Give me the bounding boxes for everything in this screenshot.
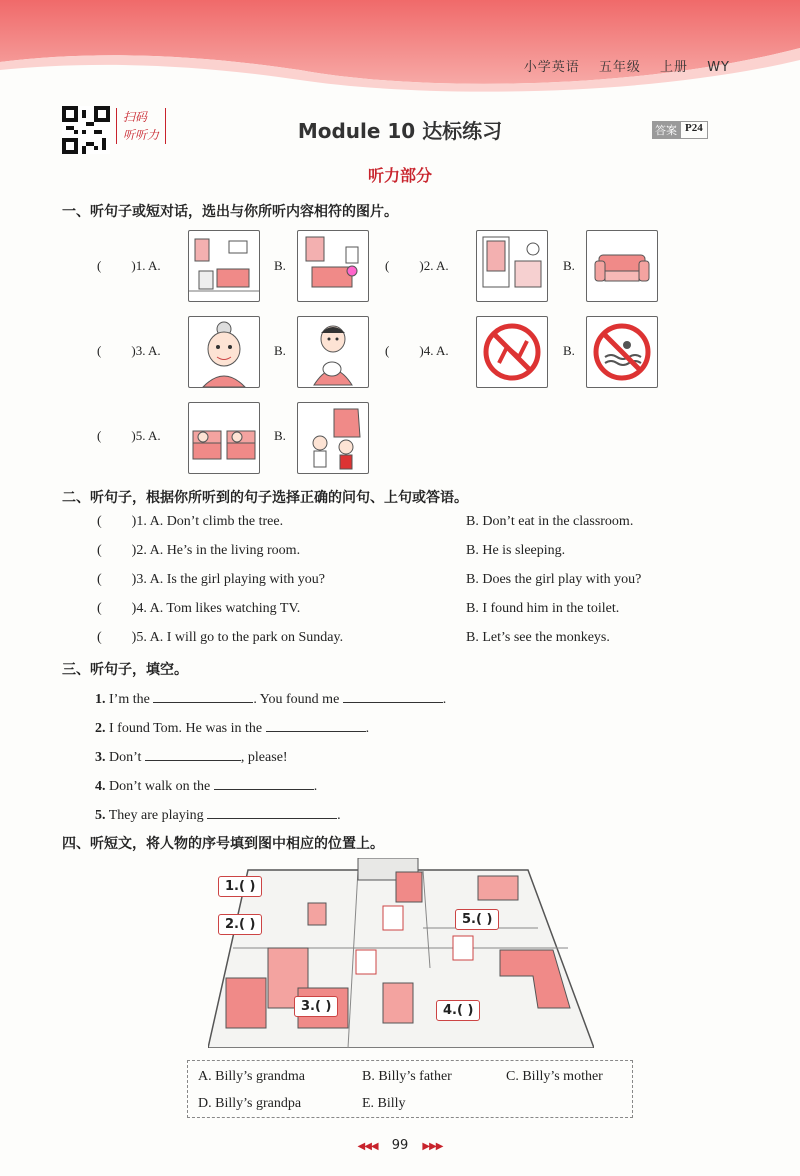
blank-input[interactable]: [266, 717, 366, 732]
p1-q2-b-label: B.: [563, 258, 575, 273]
option-e: E. Billy: [362, 1096, 406, 1111]
answer-page: P24: [680, 121, 708, 139]
p1-q5-b-label: B.: [274, 428, 286, 443]
p1-q1-label: ( )1. A.: [97, 258, 161, 273]
blank-input[interactable]: [343, 688, 443, 703]
answer-label: 答案: [652, 121, 680, 139]
p1-q2-label: ( )2. A.: [385, 258, 449, 273]
page-title: Module 10 达标练习: [297, 119, 503, 143]
blank-input[interactable]: [153, 688, 253, 703]
p2-q5: ( )5. A. I will go to the park on Sunday.: [97, 630, 344, 645]
page-footer: [0, 1138, 800, 1153]
left-arrows-icon: ◀◀◀: [357, 1141, 378, 1152]
blank-input[interactable]: [145, 746, 241, 761]
volume-label: 上册: [660, 60, 689, 75]
picture-grandma-a[interactable]: [188, 316, 260, 388]
p2-q1-b: B. Don’t eat in the classroom.: [466, 514, 634, 529]
picture-boy-with-dog-b[interactable]: [297, 316, 369, 388]
picture-bedroom-b[interactable]: [297, 230, 369, 302]
picture-sofa-b[interactable]: [586, 230, 658, 302]
plan-label-4[interactable]: 4.( ): [436, 1000, 480, 1021]
option-d: D. Billy’s grandpa: [198, 1096, 302, 1111]
p2-q2: ( )2. A. He’s in the living room.: [97, 543, 301, 558]
p3-line-5: 5. They are playing .: [95, 804, 341, 824]
option-c: C. Billy’s mother: [506, 1069, 603, 1084]
person-options-box: [187, 1060, 633, 1118]
picture-kitchen-a[interactable]: [476, 230, 548, 302]
picture-sleeping-in-beds-a[interactable]: [188, 402, 260, 474]
p2-q4: ( )4. A. Tom likes watching TV.: [97, 601, 301, 616]
blank-input[interactable]: [207, 804, 337, 819]
part1-heading: 一、听句子或短对话，选出与你所听内容相符的图片。: [62, 204, 398, 220]
subject-label: 小学英语: [523, 60, 580, 75]
part3-heading: 三、听句子，填空。: [62, 662, 188, 678]
p2-q3: ( )3. A. Is the girl playing with you?: [97, 572, 325, 587]
section-title: 听力部分: [367, 166, 432, 185]
scan-to-listen-label: 扫码 听听力: [116, 108, 166, 144]
p3-line-2: 2. I found Tom. He was in the .: [95, 717, 369, 737]
p2-q5-b: B. Let’s see the monkeys.: [466, 630, 610, 645]
part4-heading: 四、听短文，将人物的序号填到图中相应的位置上。: [62, 836, 384, 852]
header-banner: [0, 0, 800, 92]
p1-q3-b-label: B.: [274, 343, 286, 358]
plan-label-5[interactable]: 5.( ): [455, 909, 499, 930]
plan-label-3[interactable]: 3.( ): [294, 996, 338, 1017]
p1-q5-label: ( )5. A.: [97, 428, 161, 443]
house-floor-plan: [208, 858, 594, 1048]
picture-no-swimming-sign-b[interactable]: [586, 316, 658, 388]
right-arrows-icon: ▶▶▶: [422, 1141, 443, 1152]
answer-reference: [652, 121, 708, 139]
p1-q4-b-label: B.: [563, 343, 575, 358]
p3-line-3: 3. Don’t , please!: [95, 746, 288, 766]
plan-label-2[interactable]: 2.( ): [218, 914, 262, 935]
p3-line-4: 4. Don’t walk on the .: [95, 775, 317, 795]
blank-input[interactable]: [214, 775, 314, 790]
picture-no-climbing-sign-a[interactable]: [476, 316, 548, 388]
picture-living-room-a[interactable]: [188, 230, 260, 302]
p3-line-1: 1. I’m the . You found me .: [95, 688, 446, 708]
plan-label-1[interactable]: 1.( ): [218, 876, 262, 897]
p1-q4-label: ( )4. A.: [385, 343, 449, 358]
option-b: B. Billy’s father: [362, 1069, 452, 1084]
p2-q1: ( )1. A. Don’t climb the tree.: [97, 514, 284, 529]
page-number: 99: [391, 1138, 409, 1153]
p1-q3-label: ( )3. A.: [97, 343, 161, 358]
option-a: A. Billy’s grandma: [198, 1069, 305, 1084]
p2-q3-b: B. Does the girl play with you?: [466, 572, 642, 587]
p1-q1-b-label: B.: [274, 258, 286, 273]
part2-heading: 二、听句子，根据你所听到的句子选择正确的问句、上句或答语。: [62, 490, 468, 506]
header-info: [510, 56, 730, 75]
grade-label: 五年级: [598, 60, 641, 75]
p2-q2-b: B. He is sleeping.: [466, 543, 566, 558]
edition-label: WY: [707, 60, 730, 75]
p2-q4-b: B. I found him in the toilet.: [466, 601, 620, 616]
picture-children-playing-b[interactable]: [297, 402, 369, 474]
